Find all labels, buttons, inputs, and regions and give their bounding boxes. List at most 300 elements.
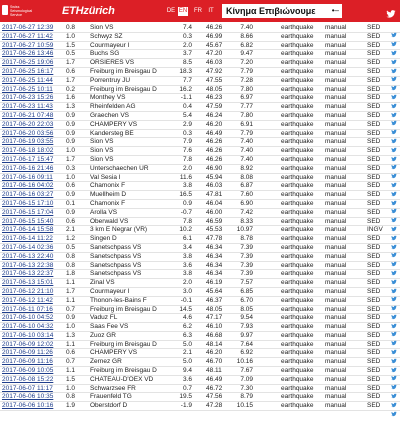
event-type-cell: earthquake [281,226,314,234]
depth-cell: 7.7 [182,76,192,84]
twitter-icon[interactable] [391,69,397,75]
table-row [0,50,400,59]
event-time-link[interactable]: 2017-06-25 11:44 [2,76,53,84]
latitude-cell: 46.34 [206,270,223,278]
evaluation-mode-cell: manual [325,76,347,84]
magnitude-cell: 2.1 [66,226,76,234]
twitter-icon[interactable] [391,281,397,287]
twitter-icon[interactable] [391,360,397,366]
longitude-cell: 7.64 [240,340,253,348]
twitter-icon[interactable] [391,105,397,111]
depth-cell: 7.8 [182,217,192,225]
event-time-link[interactable]: 2017-06-25 16:17 [2,67,54,75]
twitter-icon[interactable] [391,140,397,146]
latitude-cell: 46.99 [206,32,223,40]
twitter-icon[interactable] [391,149,397,155]
longitude-cell: 7.39 [240,261,253,269]
event-time-link[interactable]: 2017-06-20 22:03 [2,120,54,128]
evaluation-mode-cell: manual [325,340,347,348]
latitude-cell: 46.04 [206,199,223,207]
table-row [0,349,400,358]
twitter-icon[interactable] [391,34,397,40]
magnitude-cell: 0.9 [66,111,76,119]
event-time-link[interactable]: 2017-06-15 17:04 [2,208,54,216]
depth-cell: 6.1 [182,235,192,243]
event-time-link[interactable]: 2017-06-09 10:05 [2,367,54,375]
event-time-link[interactable]: 2017-06-26 13:46 [2,50,54,58]
sed-logo[interactable] [2,4,42,18]
event-type-cell: earthquake [281,59,314,67]
event-time-link[interactable]: 2017-06-21 07:48 [2,111,54,119]
earthquake-table [0,24,400,411]
depth-cell: 3.6 [182,375,192,383]
evaluation-mode-cell: manual [325,24,347,31]
twitter-icon[interactable] [391,298,397,304]
lang-en[interactable]: EN [178,8,188,14]
location-cell: Sion VS [90,24,114,31]
twitter-icon[interactable] [391,395,397,401]
twitter-icon[interactable] [391,78,397,84]
agency-cell: SED [367,235,381,243]
magnitude-cell: 1.7 [66,76,76,84]
evaluation-mode-cell: manual [325,147,347,155]
latitude-cell: 46.23 [206,94,223,102]
location-cell: Muellheim D [90,191,127,199]
event-type-cell: earthquake [281,76,314,84]
latitude-cell: 46.19 [206,279,223,287]
twitter-icon[interactable] [391,324,397,330]
twitter-icon[interactable] [391,166,397,172]
latitude-cell: 47.81 [206,191,223,199]
event-time-link[interactable]: 2017-06-09 12:02 [2,340,54,348]
longitude-cell: 7.40 [240,147,253,155]
twitter-icon[interactable] [391,113,397,119]
location-cell: Sion VS [90,138,114,146]
event-time-link[interactable]: 2017-06-13 22:40 [2,252,54,260]
event-time-link[interactable]: 2017-06-08 15:22 [2,375,54,383]
evaluation-mode-cell: manual [325,94,347,102]
twitter-icon[interactable] [391,351,397,357]
table-row [0,24,400,33]
location-cell: Graechen VS [90,111,130,119]
table-row [0,314,400,323]
evaluation-mode-cell: manual [325,164,347,172]
location-cell: Freiburg im Breisgau D [90,305,157,313]
twitter-icon[interactable] [391,254,397,260]
event-type-cell: earthquake [281,340,314,348]
longitude-cell: 8.66 [240,32,253,40]
agency-cell: SED [367,67,381,75]
depth-cell: 5.0 [182,358,192,366]
latitude-cell: 46.90 [206,164,223,172]
agency-cell: SED [367,375,381,383]
latitude-cell: 46.59 [206,217,223,225]
event-time-link[interactable]: 2017-06-15 17:10 [2,199,54,207]
magnitude-cell: 1.1 [66,367,76,375]
evaluation-mode-cell: manual [325,375,347,383]
agency-cell: SED [367,85,381,93]
latitude-cell: 48.11 [206,367,222,375]
magnitude-cell: 1.5 [66,375,76,383]
event-time-link[interactable]: 2017-06-11 07:16 [2,305,53,313]
magnitude-cell: 1.1 [66,340,76,348]
event-type-cell: earthquake [281,349,314,357]
depth-cell: 2.9 [182,120,192,128]
latitude-cell: 46.68 [206,331,223,339]
depth-cell: 3.8 [182,270,192,278]
magnitude-cell: 0.8 [66,261,76,269]
longitude-cell: 9.54 [240,314,253,322]
event-type-cell: earthquake [281,111,314,119]
table-row [0,262,400,271]
agency-cell: SED [367,76,381,84]
depth-cell: 14.5 [179,305,192,313]
agency-cell: SED [367,138,381,146]
table-row [0,33,400,42]
event-time-link[interactable]: 2017-06-09 11:26 [2,349,53,357]
location-cell: CHAMPERY VS [90,349,138,357]
event-time-link[interactable]: 2017-06-13 22:38 [2,261,54,269]
location-cell: Rheinfelden AG [90,103,136,111]
table-row [0,367,400,376]
twitter-icon[interactable] [391,122,397,128]
twitter-icon[interactable] [391,333,397,339]
event-type-cell: earthquake [281,235,314,243]
agency-cell: SED [367,349,381,357]
twitter-icon[interactable] [391,272,397,278]
twitter-icon[interactable] [391,342,397,348]
agency-cell: SED [367,208,381,216]
latitude-cell: 46.24 [206,111,223,119]
location-cell: Saas Fee VS [90,323,129,331]
location-cell: Oberwald VS [90,217,129,225]
evaluation-mode-cell: manual [325,331,347,339]
latitude-cell: 46.10 [206,323,223,331]
event-type-cell: earthquake [281,129,314,137]
location-cell: Sanetschpass VS [90,261,142,269]
location-cell: Kandersteg BE [90,129,134,137]
depth-cell: 6.3 [182,331,192,339]
longitude-cell: 9.97 [240,331,253,339]
twitter-icon[interactable] [391,25,397,31]
evaluation-mode-cell: manual [325,261,347,269]
agency-cell: SED [367,182,381,190]
location-cell: Singen D [90,235,117,243]
evaluation-mode-cell: manual [325,129,347,137]
evaluation-mode-cell: manual [325,182,347,190]
twitter-icon[interactable] [391,61,397,67]
location-cell: Arolla VS [90,208,118,216]
event-type-cell: earthquake [281,296,314,304]
magnitude-cell: 0.2 [66,85,76,93]
twitter-icon[interactable] [391,184,397,190]
event-time-link[interactable]: 2017-06-13 22:37 [2,270,54,278]
latitude-cell: 48.05 [206,85,223,93]
latitude-cell: 46.49 [206,375,223,383]
table-row [0,376,400,385]
lang-de[interactable]: DE [166,8,176,14]
location-cell: Freiburg im Breisgau D [90,340,157,348]
event-type-cell: earthquake [281,217,314,225]
depth-cell: 7.6 [182,147,192,155]
location-cell: Sion VS [90,155,114,163]
event-type-cell: earthquake [281,199,314,207]
twitter-icon[interactable] [391,210,397,216]
event-type-cell: earthquake [281,67,314,75]
depth-cell: 8.5 [182,59,192,67]
magnitude-cell: 0.3 [66,164,76,172]
table-row [0,191,400,200]
latitude-cell: 48.05 [206,305,223,313]
agency-cell: SED [367,217,381,225]
latitude-cell: 47.20 [206,50,223,58]
location-cell: Sanetschpass VS [90,270,142,278]
magnitude-cell: 0.9 [66,208,76,216]
location-cell: Courmayeur I [90,41,130,49]
twitter-icon[interactable] [391,52,397,58]
table-row [0,332,400,341]
longitude-cell: 10.15 [236,402,253,410]
location-cell: Chamonix F [90,182,126,190]
event-time-link[interactable]: 2017-06-14 15:58 [2,226,54,234]
evaluation-mode-cell: manual [325,243,347,251]
event-time-link[interactable]: 2017-06-13 15:01 [2,279,54,287]
location-cell: Zuoz GR [90,331,117,339]
longitude-cell: 6.92 [240,349,253,357]
event-time-link[interactable]: 2017-06-27 12:39 [2,24,54,31]
evaluation-mode-cell: manual [325,384,347,392]
magnitude-cell: 0.9 [66,129,76,137]
agency-cell: SED [367,243,381,251]
location-cell: Porrentruy JU [90,76,131,84]
event-type-cell: earthquake [281,50,314,58]
longitude-cell: 7.79 [240,67,253,75]
event-time-link[interactable]: 2017-06-14 11:22 [2,235,53,243]
twitter-icon[interactable] [391,368,397,374]
table-row [0,393,400,402]
banner[interactable] [222,4,342,18]
longitude-cell: 6.82 [240,41,253,49]
twitter-icon[interactable] [391,263,397,269]
longitude-cell: 7.40 [240,138,253,146]
table-row [0,279,400,288]
twitter-icon[interactable] [391,245,397,251]
evaluation-mode-cell: manual [325,59,347,67]
event-time-link[interactable]: 2017-06-23 11:43 [2,103,53,111]
depth-cell: 11.6 [179,173,192,181]
event-type-cell: earthquake [281,393,314,401]
depth-cell: 5.0 [182,340,192,348]
twitter-icon[interactable] [391,386,397,392]
event-time-link[interactable]: 2017-06-07 11:17 [2,384,53,392]
event-time-link[interactable]: 2017-06-10 03:14 [2,331,54,339]
location-cell: Buchs SG [90,50,120,58]
event-time-link[interactable]: 2017-06-12 21:10 [2,287,54,295]
magnitude-cell: 1.3 [66,103,76,111]
event-time-link[interactable]: 2017-06-25 19:06 [2,59,54,67]
depth-cell: 4.6 [182,314,192,322]
longitude-cell: 7.30 [240,384,253,392]
magnitude-cell: 1.0 [66,173,76,181]
location-cell: Sanetschpass VS [90,243,142,251]
event-type-cell: earthquake [281,270,314,278]
longitude-cell: 6.91 [240,120,253,128]
twitter-icon[interactable] [391,316,397,322]
evaluation-mode-cell: manual [325,67,347,75]
table-row [0,130,400,139]
event-time-link[interactable]: 2017-06-18 18:02 [2,147,54,155]
evaluation-mode-cell: manual [325,120,347,128]
twitter-icon[interactable] [391,87,397,93]
magnitude-cell: 1.7 [66,287,76,295]
depth-cell: 16.2 [179,85,192,93]
twitter-icon[interactable] [391,307,397,313]
event-type-cell: earthquake [281,208,314,216]
location-cell: Freiburg im Breisgau D [90,85,157,93]
longitude-cell: 7.39 [240,243,253,251]
evaluation-mode-cell: manual [325,393,347,401]
magnitude-cell: 1.9 [66,402,76,410]
agency-cell: SED [367,270,381,278]
event-time-link[interactable]: 2017-06-19 03:55 [2,138,54,146]
twitter-icon[interactable] [391,237,397,243]
table-row [0,235,400,244]
event-time-link[interactable]: 2017-06-20 03:56 [2,129,54,137]
depth-cell: 0.9 [182,199,192,207]
event-time-link[interactable]: 2017-06-27 10:59 [2,41,54,49]
lang-it[interactable]: IT [208,8,214,14]
location-cell: Oberstdorf D [90,402,128,410]
agency-cell: SED [367,323,381,331]
magnitude-cell: 0.8 [66,393,76,401]
event-type-cell: earthquake [281,41,314,49]
table-row [0,385,400,394]
event-time-link[interactable]: 2017-06-23 15:26 [2,94,54,102]
event-time-link[interactable]: 2017-06-16 09:11 [2,173,53,181]
twitter-icon[interactable] [391,219,397,225]
evaluation-mode-cell: manual [325,323,347,331]
table-row [0,244,400,253]
table-row [0,103,400,112]
location-cell: Zinal VS [90,279,115,287]
magnitude-cell: 0.9 [66,191,76,199]
magnitude-cell: 0.9 [66,138,76,146]
twitter-icon[interactable] [391,289,397,295]
event-time-link[interactable]: 2017-06-06 10:35 [2,393,54,401]
magnitude-cell: 0.8 [66,252,76,260]
twitter-icon[interactable] [391,43,397,49]
twitter-icon[interactable] [386,6,396,16]
event-time-link[interactable]: 2017-06-15 15:40 [2,217,54,225]
latitude-cell: 47.17 [206,314,223,322]
table-row [0,112,400,121]
twitter-icon[interactable] [391,157,397,163]
event-type-cell: earthquake [281,331,314,339]
longitude-cell: 6.97 [240,94,253,102]
evaluation-mode-cell: manual [325,235,347,243]
twitter-icon[interactable] [391,131,397,137]
longitude-cell: 10.16 [236,358,253,366]
event-type-cell: earthquake [281,155,314,163]
event-time-link[interactable]: 2017-06-16 04:02 [2,182,54,190]
twitter-icon[interactable] [391,96,397,102]
depth-cell: 2.0 [182,279,192,287]
event-time-link[interactable]: 2017-06-17 15:47 [2,155,54,163]
event-time-link[interactable]: 2017-06-25 10:11 [2,85,53,93]
eth-zurich-logo[interactable]: ETHzürich [62,5,115,17]
event-time-link[interactable]: 2017-06-10 04:52 [2,314,54,322]
depth-cell: 6.2 [182,323,192,331]
event-time-link[interactable]: 2017-06-06 10:16 [2,402,54,410]
evaluation-mode-cell: manual [325,252,347,260]
latitude-cell: 47.59 [206,103,223,111]
depth-cell: 19.5 [179,393,192,401]
evaluation-mode-cell: manual [325,296,347,304]
evaluation-mode-cell: manual [325,402,347,410]
twitter-icon[interactable] [391,228,397,234]
lang-fr[interactable]: FR [194,8,202,14]
event-time-link[interactable]: 2017-06-16 03:27 [2,191,54,199]
table-row [0,94,400,103]
depth-cell: 2.0 [182,164,192,172]
magnitude-cell: 1.2 [66,235,76,243]
magnitude-cell: 0.9 [66,314,76,322]
agency-cell: SED [367,252,381,260]
twitter-icon[interactable] [391,404,397,410]
event-type-cell: earthquake [281,94,314,102]
location-cell: Unterschaechen UR [90,164,149,172]
table-row [0,358,400,367]
twitter-icon[interactable] [391,175,397,181]
longitude-cell: 8.05 [240,305,253,313]
evaluation-mode-cell: manual [325,191,347,199]
twitter-icon[interactable] [391,193,397,199]
event-type-cell: earthquake [281,367,314,375]
event-type-cell: earthquake [281,85,314,93]
event-time-link[interactable]: 2017-06-10 04:32 [2,323,54,331]
table-row [0,42,400,51]
agency-cell: SED [367,41,381,49]
event-time-link[interactable]: 2017-06-12 11:42 [2,296,53,304]
event-time-link[interactable]: 2017-06-09 11:16 [2,358,53,366]
latitude-cell: 46.26 [206,24,223,31]
evaluation-mode-cell: manual [325,32,347,40]
latitude-cell: 46.03 [206,182,223,190]
latitude-cell: 46.26 [206,155,223,163]
table-row [0,226,400,235]
twitter-icon[interactable] [391,377,397,383]
magnitude-cell: 1.7 [66,155,76,163]
latitude-cell: 45.64 [206,287,223,295]
longitude-cell: 7.67 [240,367,253,375]
latitude-cell: 46.34 [206,261,223,269]
evaluation-mode-cell: manual [325,314,347,322]
magnitude-cell: 1.1 [66,296,76,304]
event-time-link[interactable]: 2017-06-14 02:36 [2,243,54,251]
depth-cell: -1.9 [180,402,192,410]
event-time-link[interactable]: 2017-06-16 21:46 [2,164,54,172]
evaluation-mode-cell: manual [325,305,347,313]
evaluation-mode-cell: manual [325,111,347,119]
twitter-icon[interactable] [391,201,397,207]
longitude-cell: 7.39 [240,270,253,278]
table-row [0,174,400,183]
event-type-cell: earthquake [281,103,314,111]
toggle-icon[interactable]: •– [331,6,339,15]
location-cell: Frauenfeld TG [90,393,132,401]
event-time-link[interactable]: 2017-06-27 11:42 [2,32,53,40]
banner-text: Κίνημα Επιβιώνουμε [226,6,316,16]
